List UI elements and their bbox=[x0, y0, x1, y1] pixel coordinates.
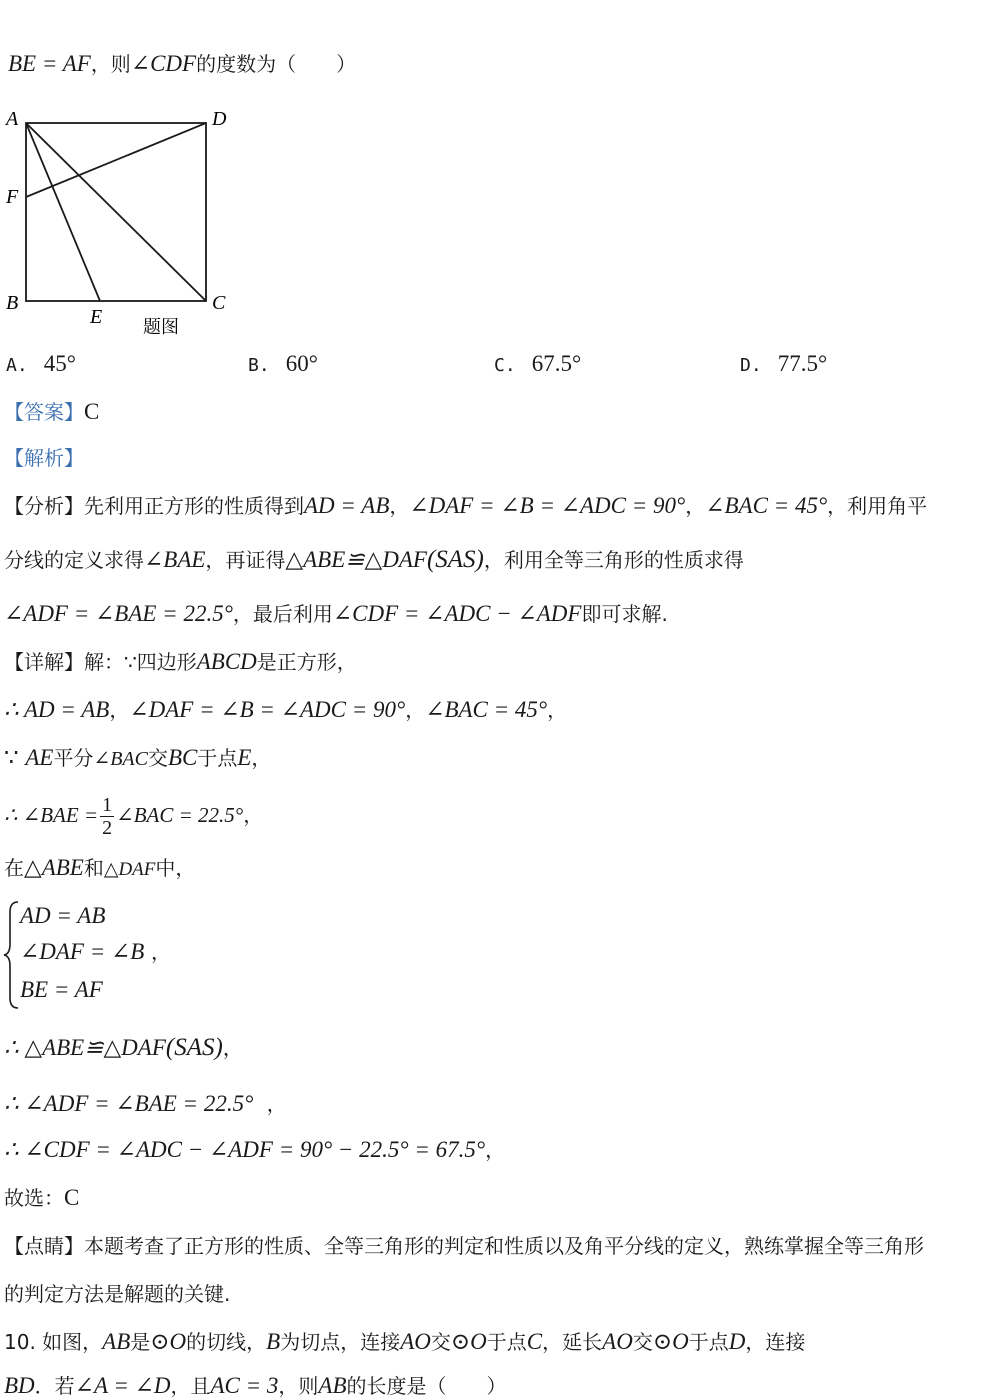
figure-caption-cut: 题图 bbox=[143, 317, 179, 338]
question-10-line-1: 10. 如图，AB是⊙O的切线，B为切点，连接AO交⊙O于点C，延长AO交⊙O于点D，连接 bbox=[4, 1329, 806, 1354]
dianjing-line-1: 【点睛】本题考查了正方形的性质、全等三角形的判定和性质以及角平分线的定义，熟练掌握全等三角形 bbox=[4, 1234, 924, 1258]
detail-line-4: ∴ ∠BAE = $\frac{1}{2}$ ∠BAC = 22.5°， bbox=[4, 794, 264, 839]
system-row-2: ∠DAF = ∠B ， bbox=[20, 939, 172, 964]
option-d[interactable]: D. 77.5° bbox=[740, 351, 828, 376]
option-c[interactable]: C. 67.5° bbox=[494, 351, 582, 376]
option-a[interactable]: A. 45° bbox=[6, 351, 76, 376]
detail-line-1: 【详解】解：∵四边形ABCD是正方形， bbox=[4, 649, 357, 674]
fenxi-line-3: ∠ADF = ∠BAE = 22.5°，最后利用∠CDF = ∠ADC − ∠ADF即可求解. bbox=[4, 601, 668, 626]
label-f: F bbox=[6, 186, 19, 208]
fenxi-tag: 【分析】 bbox=[4, 494, 84, 518]
question-tail: BE = AF，则∠CDF的度数为（ ） bbox=[8, 51, 357, 76]
detail-line-6: ∴ △ABE≌△DAF(SAS)， bbox=[4, 1034, 243, 1061]
system-row-3: BE = AF bbox=[20, 977, 103, 1002]
fraction-one-half: $\frac{1}{2}$ bbox=[102, 794, 113, 839]
analysis-tag: 【解析】 bbox=[4, 446, 84, 470]
dianjing-tag: 【点睛】 bbox=[4, 1234, 84, 1258]
answer-value: C bbox=[84, 399, 100, 424]
answer-tag: 【答案】 bbox=[4, 400, 84, 424]
detail-line-9: 故选：C bbox=[4, 1185, 80, 1210]
question-10-line-2: BD．若∠A = ∠D，且AC = 3，则AB的长度是（ ） bbox=[4, 1373, 507, 1398]
formula-be-af: BE = AF bbox=[8, 51, 91, 76]
label-c: C bbox=[212, 292, 226, 314]
dianjing-line-2: 的判定方法是解题的关键. bbox=[4, 1282, 231, 1306]
square-figure bbox=[0, 105, 240, 338]
segment-ac bbox=[26, 123, 206, 301]
option-b[interactable]: B. 60° bbox=[248, 351, 318, 376]
detail-tag: 【详解】 bbox=[4, 650, 84, 674]
segment-ae bbox=[26, 123, 100, 301]
detail-line-7: ∴ ∠ADF = ∠BAE = 22.5° ， bbox=[4, 1091, 287, 1116]
label-e: E bbox=[90, 306, 103, 328]
analysis-tag-line bbox=[4, 444, 84, 472]
detail-line-8: ∴ ∠CDF = ∠ADC − ∠ADF = 90° − 22.5° = 67.5°， bbox=[4, 1137, 506, 1162]
label-b: B bbox=[6, 292, 19, 314]
fenxi-line-2: 分线的定义求得∠BAE，再证得△ABE≌△DAF(SAS)，利用全等三角形的性质求得 bbox=[4, 546, 744, 573]
label-a: A bbox=[6, 108, 19, 130]
detail-line-2: ∴ AD = AB，∠DAF = ∠B = ∠ADC = 90°，∠BAC = 45°， bbox=[4, 697, 568, 722]
system-row-1: AD = AB bbox=[20, 903, 106, 928]
system-brace bbox=[2, 900, 22, 1010]
angle-cdf: ∠CDF bbox=[130, 51, 197, 76]
fenxi-line-1: 【分析】先利用正方形的性质得到AD = AB，∠DAF = ∠B = ∠ADC = 90°，∠BAC = 45°，利用角平 bbox=[4, 493, 928, 518]
detail-line-3: ∵ AE平分∠BAC交BC于点E， bbox=[4, 745, 272, 770]
detail-line-5: 在△ABE和△DAF中， bbox=[4, 855, 196, 880]
label-d: D bbox=[212, 108, 227, 130]
answer-line bbox=[4, 398, 99, 426]
